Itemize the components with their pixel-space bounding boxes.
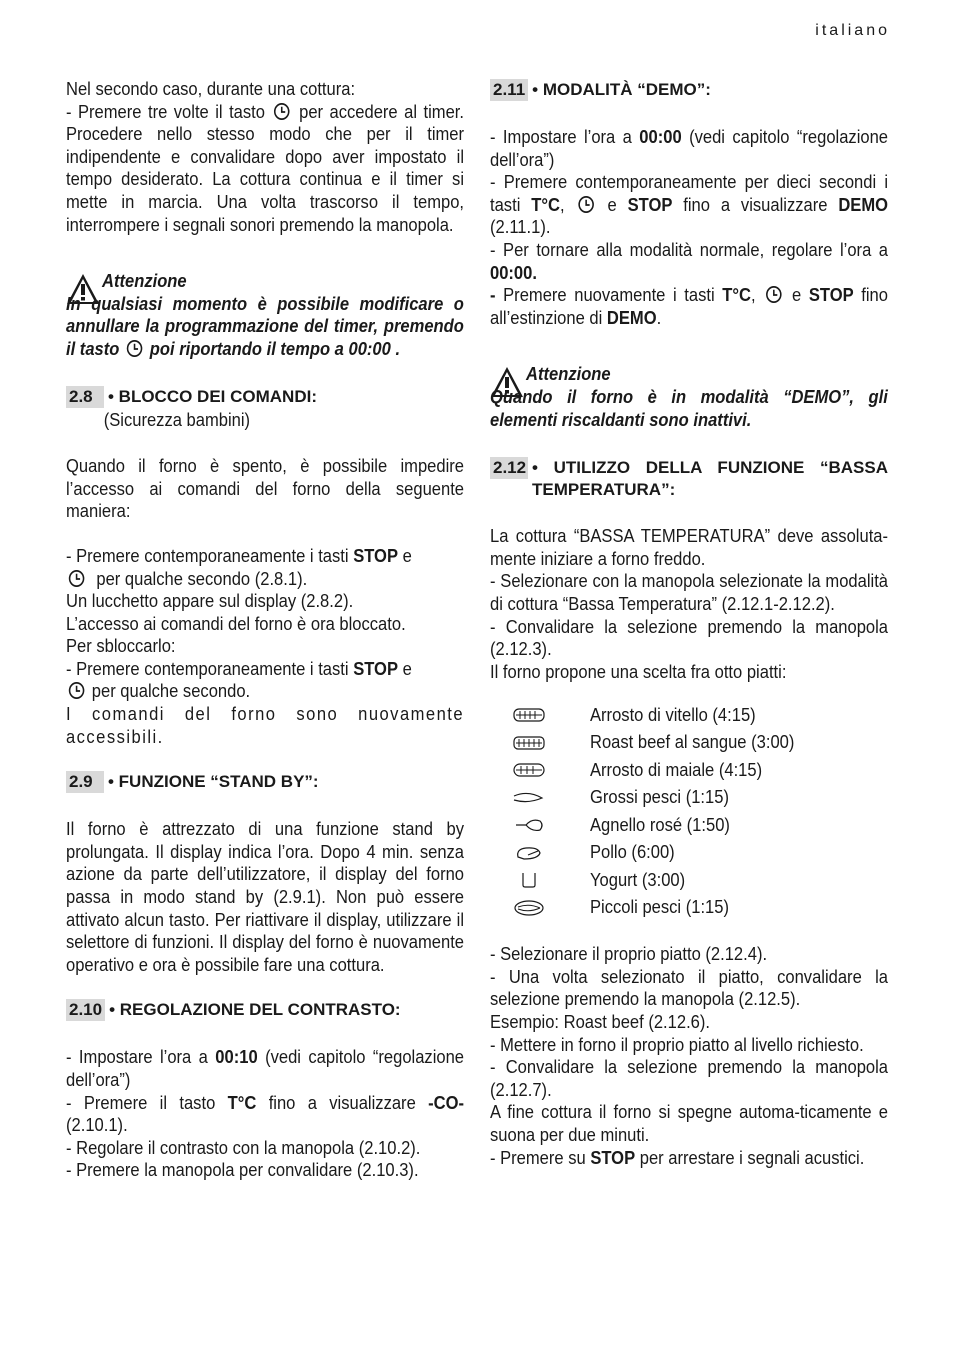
section-title: • BLOCCO DEI COMANDI: <box>108 386 317 406</box>
small-fish-icon <box>512 898 546 918</box>
low-temp-step-1: - Selezionare il proprio piatto (2.12.4). <box>490 944 768 965</box>
dish-item: Roast beef al sangue (3:00) <box>512 729 888 757</box>
section-2-8-heading <box>66 385 464 409</box>
dish-list <box>512 701 888 921</box>
lock-step-3: L’accesso ai comandi del forno è ora bloccato. <box>66 613 406 634</box>
section-number: 2.9 <box>66 771 104 793</box>
demo-step-3: - Per tornare alla modalità normale, regolare l’ora a 00:00. <box>490 239 889 283</box>
warning-title: Attenzione <box>526 364 611 385</box>
contrast-step-4: - Premere la manopola per convalidare (2.10.3). <box>66 1160 419 1181</box>
clock-icon <box>765 285 782 304</box>
lock-step-5: - Premere contemporaneamente i tasti STOP e per qualche secondo. <box>66 658 412 702</box>
clock-icon <box>68 569 85 588</box>
yogurt-icon <box>512 870 546 890</box>
section-2-9-heading <box>66 770 464 794</box>
low-temp-para-1: La cottura “BASSA TEMPERATURA” deve assoluta-mente iniziare a forno freddo. <box>490 526 889 569</box>
section-number: 2.8 <box>66 386 104 408</box>
dish-item: Arrosto di maiale (4:15) <box>512 756 888 784</box>
contrast-step-1: - Impostare l’ora a 00:10 (vedi capitolo “regolazione dell’ora”) <box>66 1047 465 1090</box>
low-temp-step-7: - Premere su STOP per arrestare i segnali acustici. <box>490 1147 865 1168</box>
contrast-step-3: - Regolare il contrasto con la manopola (2.10.2). <box>66 1137 421 1158</box>
right-column <box>490 78 888 1169</box>
demo-step-2: - Premere contemporaneamente per dieci secondi i tasti T°C, e STOP fino a visualizzare DEMO (2.11.1). <box>490 172 889 238</box>
lock-step-6: I comandi del forno sono nuovamente accessibili. <box>66 704 465 747</box>
dish-item: Yogurt (3:00) <box>512 866 888 894</box>
dish-item: Piccoli pesci (1:15) <box>512 894 888 922</box>
contrast-step-2: - Premere il tasto T°C fino a visualizzare -CO- (2.10.1). <box>66 1092 465 1136</box>
warning-timer <box>66 270 464 360</box>
left-column <box>66 78 464 1182</box>
clock-icon <box>273 102 290 121</box>
roast-pork-icon <box>512 760 546 780</box>
section-title: • FUNZIONE “STAND BY”: <box>108 772 319 792</box>
warning-text: In qualsiasi momento è possibile modificare o annullare la programmazione del timer, premendo il tasto poi riportando il tempo a 00:00 . <box>66 293 464 359</box>
section-title: • REGOLAZIONE DEL CONTRASTO: <box>109 1000 401 1020</box>
roast-beef-icon <box>512 733 546 753</box>
warning-text: Quando il forno è in modalità “DEMO”, gli elementi riscaldanti sono inattivi. <box>490 386 888 430</box>
clock-icon <box>126 339 143 358</box>
warning-title: Attenzione <box>102 271 187 292</box>
section-2-10-heading <box>66 998 464 1022</box>
warning-demo <box>490 363 888 431</box>
low-temp-step-2: - Una volta selezionato il piatto, convalidare la selezione premendo la manopola (2.12.5). <box>490 966 889 1010</box>
low-temp-step-3: Esempio: Roast beef (2.12.6). <box>490 1012 710 1033</box>
lamb-icon <box>512 815 546 835</box>
low-temp-para-3: - Convalidare la selezione premendo la manopola (2.12.3). <box>490 616 889 660</box>
dish-item: Grossi pesci (1:15) <box>512 784 888 812</box>
language-label: italiano <box>815 22 890 39</box>
section-2-12-heading <box>490 457 888 501</box>
intro-paragraph: - Premere tre volte il tasto per accedere al timer. Procedere nello stesso modo che per il timer indipendente e convalidare dopo aver impostato il tempo desiderato. La cottura continua e il timer si mette in marcia. Una volta trascorso il tempo, interrompere i segnali sonori premendo la manopola. <box>66 101 465 235</box>
clock-icon <box>68 681 85 700</box>
section-number: 2.12 <box>490 457 528 479</box>
dish-item: Agnello rosé (1:50) <box>512 811 888 839</box>
low-temp-para-2: - Selezionare con la manopola selezionate la modalità di cottura “Bassa Temperatura” (2.12.1-2.12.2). <box>490 571 889 614</box>
section-2-11-heading <box>490 78 888 102</box>
roast-veal-icon <box>512 705 546 725</box>
lock-step-2: Un lucchetto appare sul display (2.8.2). <box>66 591 354 612</box>
standby-paragraph: Il forno è attrezzato di una funzione stand by prolungata. Il display indica l’ora. Dopo 4 min. senza azione da parte dell’utilizzatore, il display del forno passa in modo stand by (2.9.1). Non può essere attivato alcun tasto. Per riattivare il display, utilizzare il selettore di funzioni. Il display del forno è nuovamente operativo e ora è possibile fare una cottura. <box>66 819 465 975</box>
lock-step-4: Per sbloccarlo: <box>66 636 176 657</box>
section-number: 2.10 <box>66 999 105 1021</box>
lock-paragraph: Quando il forno è spento, è possibile impedire l’accesso ai comandi del forno della seguente maniera: <box>66 456 465 522</box>
large-fish-icon <box>512 788 546 808</box>
lock-step-1: - Premere contemporaneamente i tasti STOP e per qualche secondo (2.8.1). <box>66 545 412 589</box>
section-subtitle: (Sicurezza bambini) <box>103 409 251 430</box>
clock-icon <box>577 195 594 214</box>
low-temp-para-4: Il forno propone una scelta fra otto piatti: <box>490 661 787 682</box>
low-temp-step-5: - Convalidare la selezione premendo la manopola (2.12.7). <box>490 1057 889 1100</box>
low-temp-step-4: - Mettere in forno il proprio piatto al livello richiesto. <box>490 1034 864 1055</box>
demo-step-4: - Premere nuovamente i tasti T°C, e STOP fino all’estinzione di DEMO. <box>490 285 888 328</box>
low-temp-step-6: A fine cottura il forno si spegne automa-ticamente e suona per due minuti. <box>490 1102 889 1146</box>
chicken-icon <box>512 843 546 863</box>
dish-item: Arrosto di vitello (4:15) <box>512 701 888 729</box>
dish-item: Pollo (6:00) <box>512 839 888 867</box>
section-title: • UTILIZZO DELLA FUNZIONE “BASSA TEMPERATURA”: <box>532 458 888 500</box>
demo-step-1: - Impostare l’ora a 00:00 (vedi capitolo “regolazione dell’ora”) <box>490 127 889 170</box>
section-title: • MODALITÀ “DEMO”: <box>532 80 711 99</box>
section-number: 2.11 <box>490 79 528 101</box>
intro-line-1: Nel secondo caso, durante una cottura: <box>66 79 356 99</box>
